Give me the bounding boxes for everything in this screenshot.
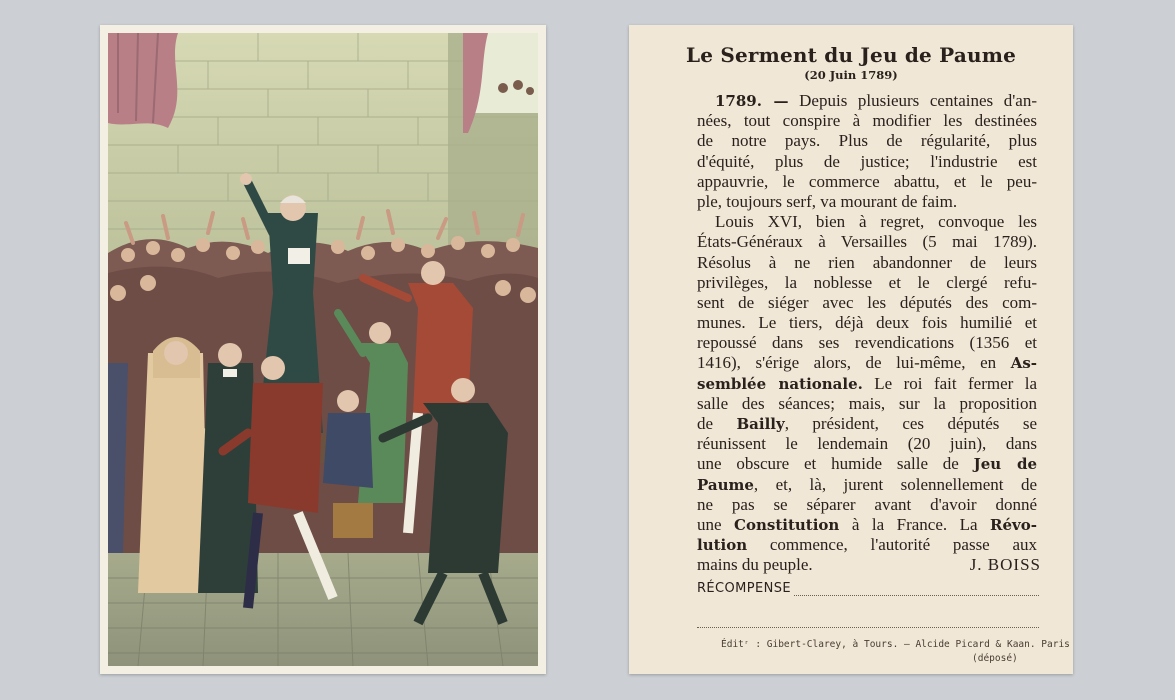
card-title: Le Serment du Jeu de Paume — [685, 43, 1017, 67]
publisher-imprint: Éditʳ : Gibert-Clarey, à Tours. — Alcide Picard & Kaan. Paris — [721, 639, 1070, 650]
text-line: semblée nationale. Le roi fait fermer la — [697, 373, 1037, 393]
text-line: nées, tout conspire à modifier les destinées — [697, 111, 1037, 131]
dotted-separator — [697, 627, 1039, 628]
text-line: de Bailly, président, ces députés se — [697, 414, 1037, 433]
text-line: repoussé dans ses revendications (1356 et — [697, 333, 1037, 353]
text-line: une obscure et humide salle de Jeu de — [697, 454, 1037, 474]
text-line: une Constitution à la France. La Révo- — [697, 514, 1038, 534]
text-line: ple, toujours serf, va mourant de faim. — [697, 191, 958, 211]
text-line: Résolus à ne rien abandonner de leurs — [697, 252, 1037, 272]
depose-note: (déposé) — [972, 653, 1018, 664]
text-card — [629, 25, 1073, 674]
text-line: sent de siéger avec les députés des com- — [697, 292, 1037, 312]
signature: J. BOISS — [969, 555, 1041, 575]
recompense-field — [697, 581, 1039, 596]
text-line: Paume, et, là, jurent solennellement de — [697, 474, 1037, 494]
text-line: États-Généraux à Versailles (5 mai 1789). — [697, 232, 1037, 252]
recompense-dotted-line — [794, 583, 1039, 596]
text-line: Louis XVI, bien à regret, convoque les — [715, 212, 1037, 232]
text-line: lution commence, l'autorité passe aux — [697, 535, 1037, 555]
text-line: salle des séances; mais, sur la proposition — [697, 393, 1037, 413]
card-subtitle: (20 Juin 1789) — [804, 68, 898, 82]
text-line: munes. Le tiers, déjà deux fois humilié et — [697, 313, 1037, 333]
text-line: 1416), s'érige alors, de lui-même, en As- — [697, 353, 1037, 373]
illustration-card — [100, 25, 546, 674]
text-line: d'équité, plus de justice; l'industrie est — [697, 151, 1037, 171]
oath-painting — [108, 33, 538, 666]
text-line: privilèges, la noblesse et le clergé refu- — [697, 272, 1037, 292]
text-line: de notre pays. Plus de régularité, plus — [697, 131, 1037, 151]
text-line: mains du peuple. J. BOISS — [697, 555, 1041, 575]
text-line: ne pas se séparer avant d'avoir donné — [697, 494, 1037, 514]
recompense-label: RÉCOMPENSE — [697, 581, 792, 596]
text-line: 1789. — Depuis plusieurs centaines d'an- — [715, 91, 1037, 110]
article-body — [697, 91, 1041, 576]
text-line: réunissent le lendemain (20 juin), dans — [697, 434, 1037, 454]
text-line: appauvrie, le commerce abattu, et le peu- — [697, 171, 1037, 191]
